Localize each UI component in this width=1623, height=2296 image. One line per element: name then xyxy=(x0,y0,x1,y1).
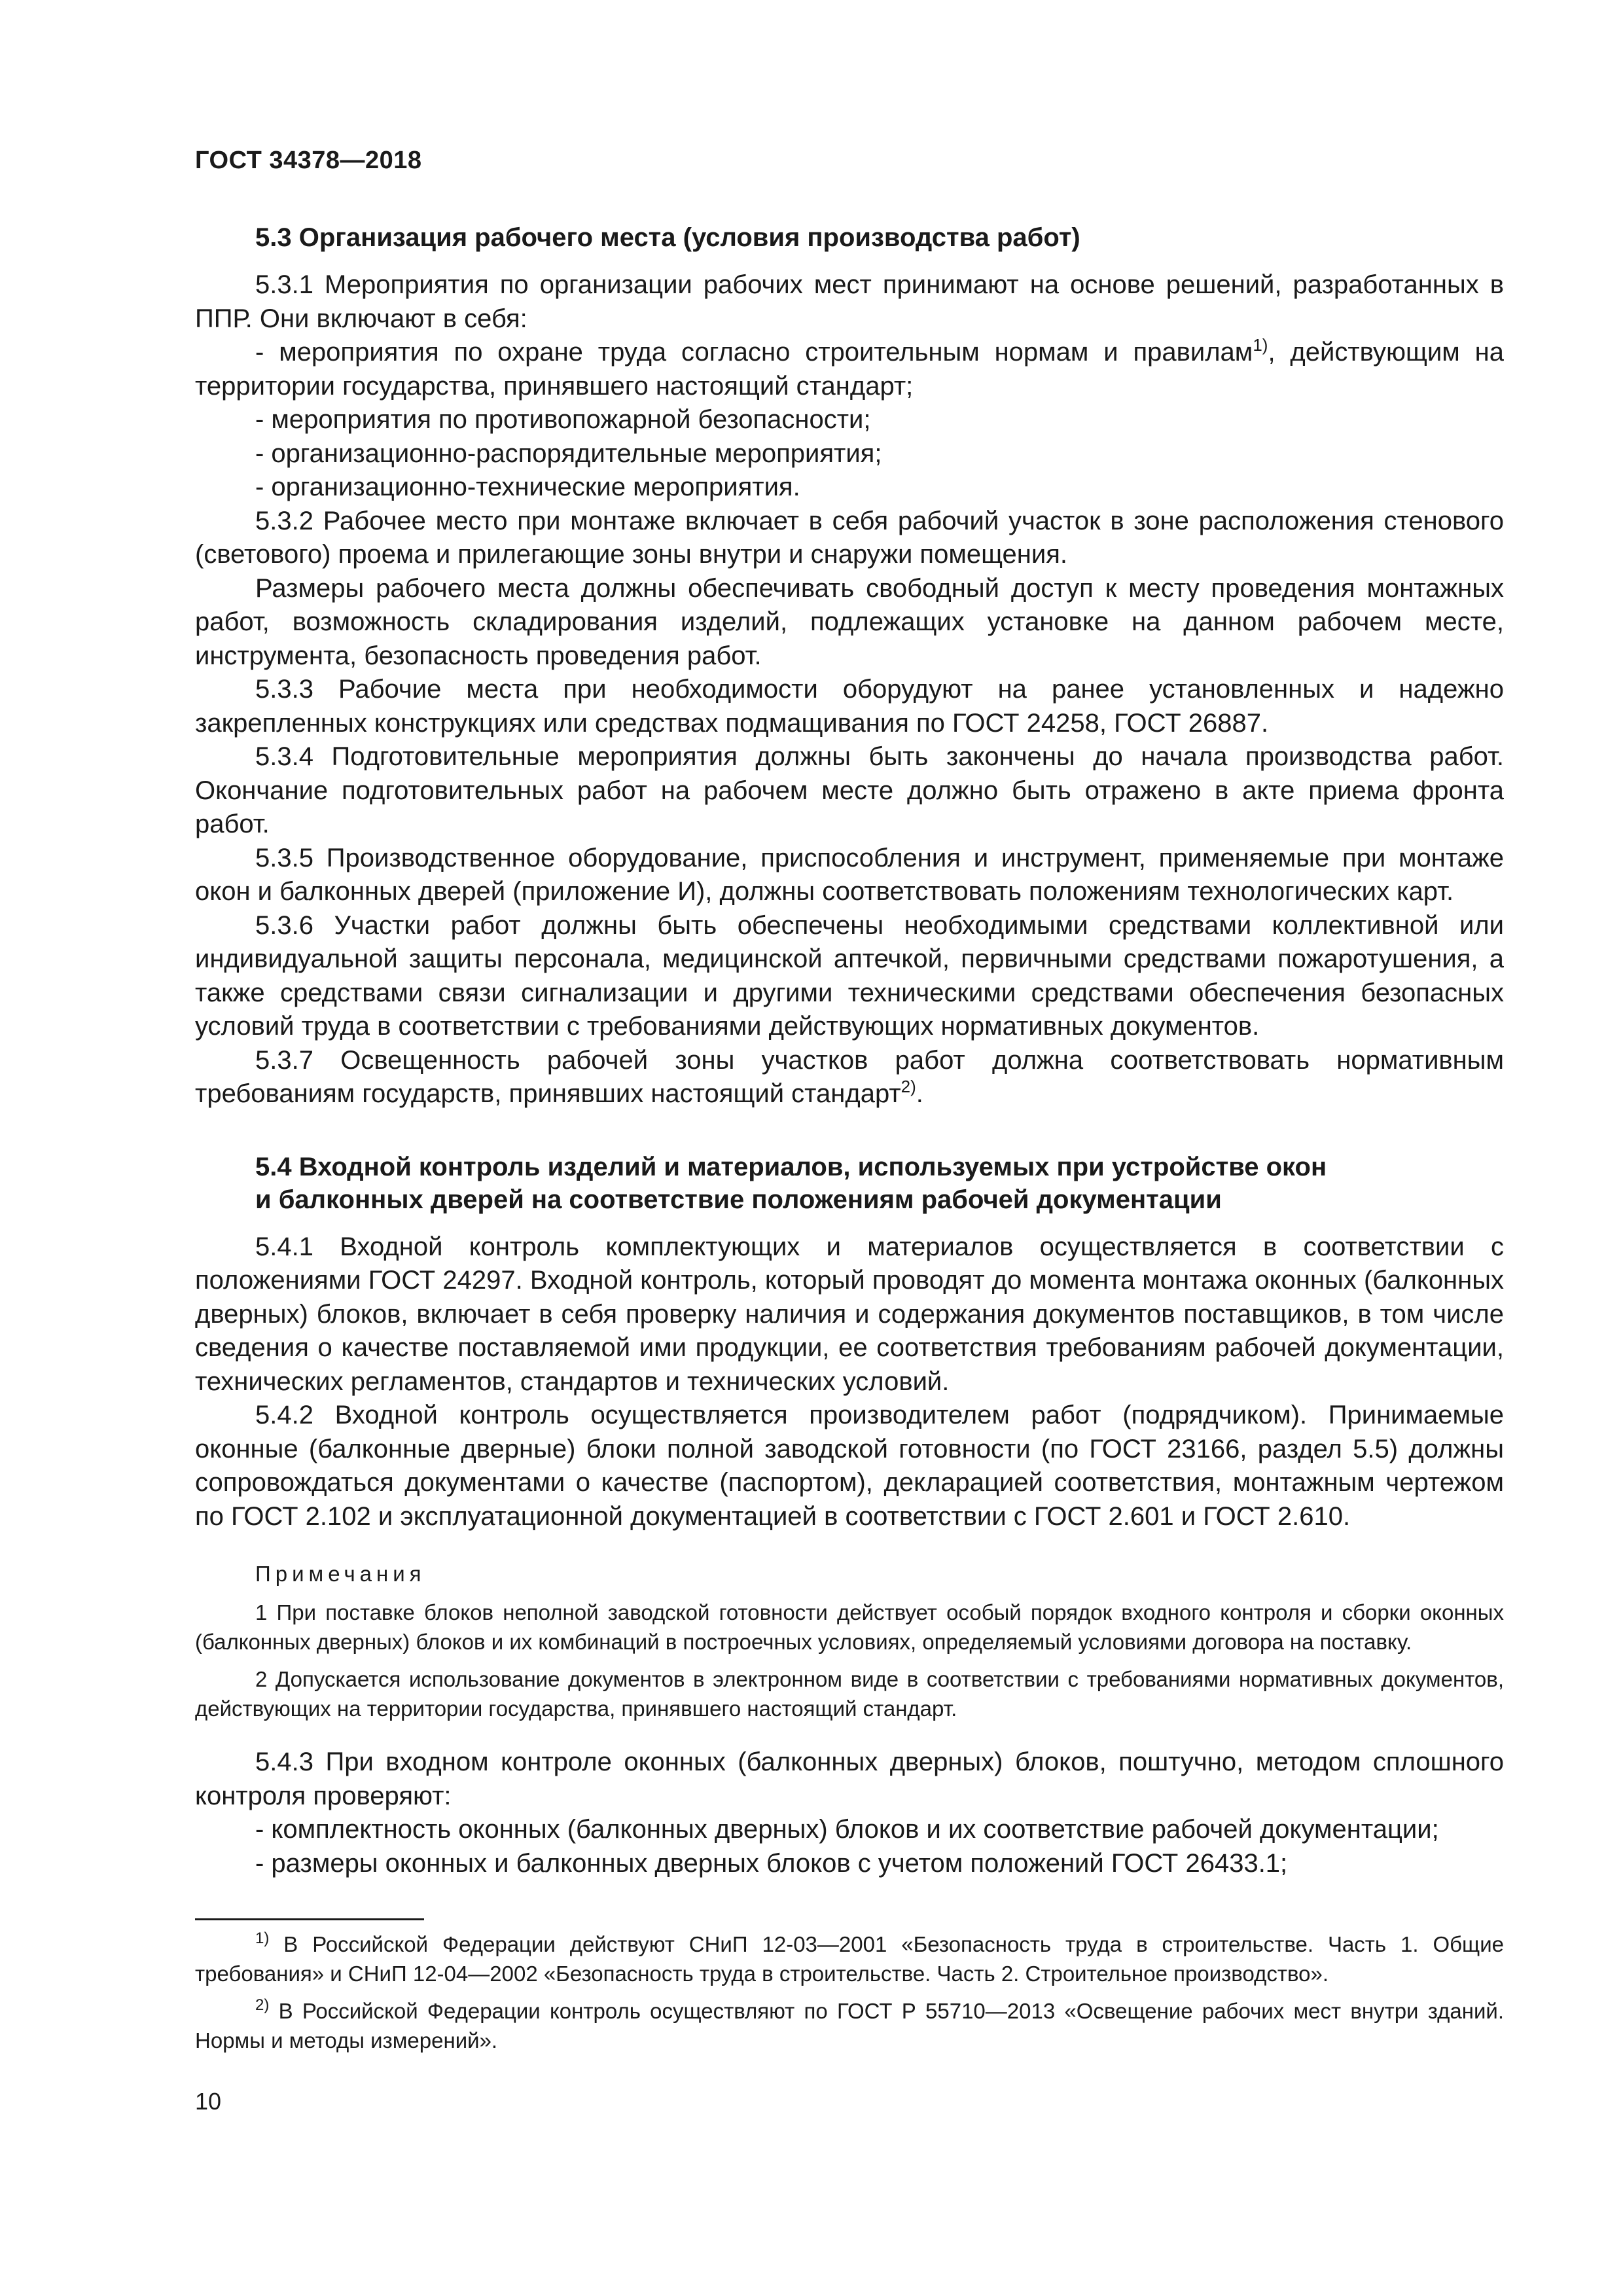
paragraph-5-3-2-cont: Размеры рабочего места должны обеспечивать свободный доступ к месту проведения монтажных работ, возможность складирования изделий, подлежащих установке на данном рабочем месте, инструмента, безопасность проведения работ. xyxy=(195,573,1504,670)
footnote-ref: 1) xyxy=(1253,335,1268,355)
list-item: - организационно-технические мероприятия. xyxy=(255,473,800,501)
note-1: 1 При поставке блоков неполной заводской готовности действует особый порядок входного контроля и сборки оконных (балконных дверных) блоков и их комбинаций в построечных условиях, определяемый условиями договора на поставку. xyxy=(195,1600,1504,1654)
list-item-text: - мероприятия по охране труда согласно строительным нормам и правилам xyxy=(255,338,1253,367)
paragraph-5-3-5: 5.3.5 Производственное оборудование, приспособления и инструмент, применяемые при монтаже окон и балконных дверей (приложение И), должны соответствовать положениям технологических карт. xyxy=(195,843,1504,906)
footnote-2 xyxy=(195,1996,1504,2055)
list-item: - организационно-распорядительные мероприятия; xyxy=(255,439,882,468)
heading-line: и балконных дверей на соответствие положениям рабочей документации xyxy=(255,1185,1222,1214)
paragraph-5-4-3: 5.4.3 При входном контроле оконных (балконных дверных) блоков, поштучно, методом сплошного контроля проверяют: xyxy=(195,1748,1504,1810)
paragraph-5-3-2: 5.3.2 Рабочее место при монтаже включает в себя рабочий участок в зоне расположения стенового (светового) проема и прилегающие зоны внутри и снаружи помещения. xyxy=(195,506,1504,569)
footnotes xyxy=(195,1929,1504,2063)
page-number: 10 xyxy=(195,2088,222,2115)
section-heading-5-3: 5.3 Организация рабочего места (условия производства работ) xyxy=(255,223,1080,252)
footnote-mark: 1) xyxy=(255,1929,270,1947)
footnote-1 xyxy=(195,1929,1504,1988)
note-2: 2 Допускается использование документов в электронном виде в соответствии с требованиями нормативных документов, действующих на территории государства, принявшего настоящий стандарт. xyxy=(195,1667,1504,1721)
section-heading-5-4 xyxy=(255,1151,1504,1216)
paragraph-5-3-7 xyxy=(195,1044,1504,1111)
paragraph-5-4-1: 5.4.1 Входной контроль комплектующих и материалов осуществляется в соответствии с положениями ГОСТ 24297. Входной контроль, который проводят до момента монтажа оконных (балконных дверных) блоков, включает в себя проверку наличия и содержания документов поставщиков, в том числе сведения о качестве поставляемой ими продукции, ее соответствия требованиям рабочей документации, технических регламентов, стандартов и технических условий. xyxy=(195,1232,1504,1396)
running-header: ГОСТ 34378—2018 xyxy=(195,147,422,174)
footnote-divider xyxy=(195,1918,424,1920)
paragraph-5-3-1: 5.3.1 Мероприятия по организации рабочих мест принимают на основе решений, разработанных в ППР. Они включают в себя: xyxy=(195,270,1504,333)
heading-line: 5.4 Входной контроль изделий и материалов, используемых при устройстве окон xyxy=(255,1152,1327,1181)
notes-title: Примечания xyxy=(255,1562,426,1586)
footnote-text: В Российской Федерации контроль осуществляют по ГОСТ Р 55710—2013 «Освещение рабочих мест внутри зданий. Нормы и методы измерений». xyxy=(195,1999,1504,2053)
paragraph-text: 5.3.7 Освещенность рабочей зоны участков работ должна соответствовать нормативным требованиям государств, принявших настоящий стандарт xyxy=(195,1045,1504,1108)
list-item: - размеры оконных и балконных дверных блоков с учетом положений ГОСТ 26433.1; xyxy=(255,1848,1288,1878)
main-content xyxy=(195,221,1504,1880)
paragraph-5-3-4: 5.3.4 Подготовительные мероприятия должны быть закончены до начала производства работ. Окончание подготовительных работ на рабочем месте должно быть отражено в акте приема фронта работ. xyxy=(195,742,1504,838)
paragraph-text: . xyxy=(916,1079,923,1108)
paragraph-5-3-6: 5.3.6 Участки работ должны быть обеспечены необходимыми средствами коллективной или индивидуальной защиты персонала, медицинской аптечкой, первичными средствами пожаротушения, а также средствами связи сигнализации и другими техническими средствами обеспечения безопасных условий труда в соответствии с требованиями действующих нормативных документов. xyxy=(195,910,1504,1041)
footnote-ref: 2) xyxy=(901,1077,916,1096)
paragraph-5-3-3: 5.3.3 Рабочие места при необходимости оборудуют на ранее установленных и надежно закрепленных конструкциях или средствах подмащивания по ГОСТ 24258, ГОСТ 26887. xyxy=(195,675,1504,738)
footnote-text: В Российской Федерации действуют СНиП 12-03—2001 «Безопасность труда в строительстве. Часть 1. Общие требования» и СНиП 12-04—2002 «Безопасность труда в строительстве. Часть 2. Строительное производство». xyxy=(195,1932,1504,1986)
list-item xyxy=(195,336,1504,403)
list-item: - комплектность оконных (балконных дверных) блоков и их соответствие рабочей документации; xyxy=(255,1815,1439,1844)
list-item-text: , действующим на территории государства, принявшего настоящий стандарт; xyxy=(195,338,1504,401)
footnote-mark: 2) xyxy=(255,1996,270,2014)
paragraph-5-4-2: 5.4.2 Входной контроль осуществляется производителем работ (подрядчиком). Принимаемые оконные (балконные дверные) блоки полной заводской готовности (по ГОСТ 23166, раздел 5.5) должны сопровождаться документами о качестве (паспортом), декларацией соответствия, монтажным чертежом по ГОСТ 2.102 и эксплуатационной документацией в соответствии с ГОСТ 2.601 и ГОСТ 2.610. xyxy=(195,1401,1504,1531)
list-item: - мероприятия по противопожарной безопасности; xyxy=(255,405,871,434)
spacer xyxy=(195,1731,1504,1746)
